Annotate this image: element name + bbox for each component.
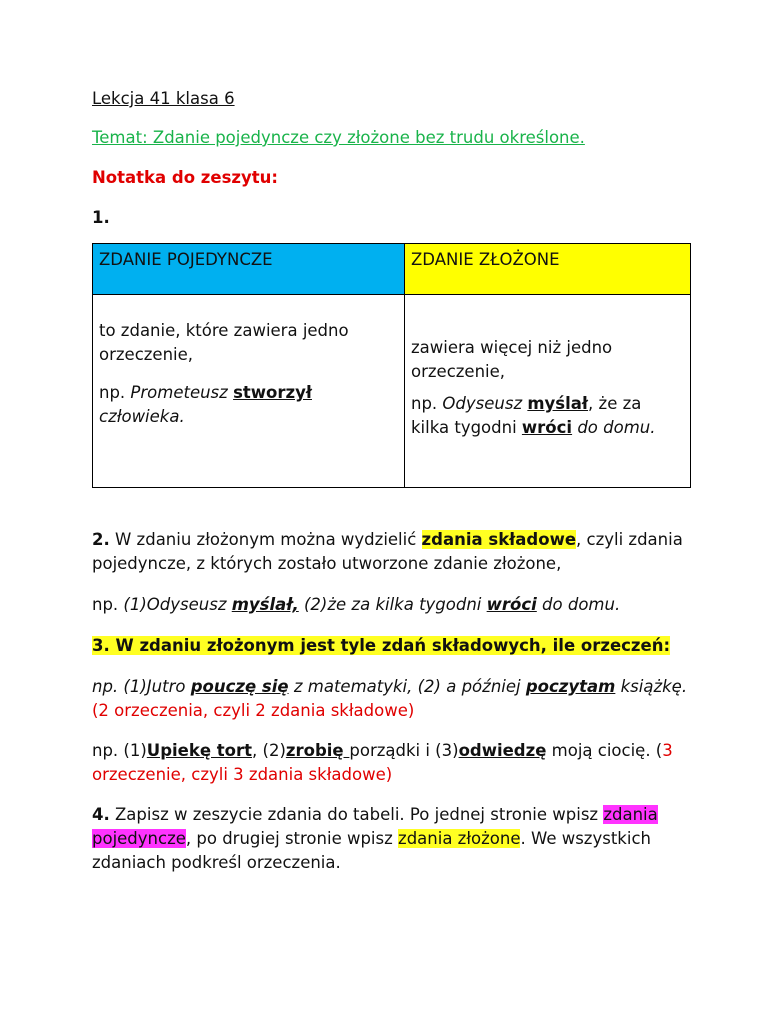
compound-example xyxy=(411,392,684,440)
section-1-number: 1. xyxy=(92,208,110,227)
example-prefix: np. xyxy=(99,383,131,402)
example-predicate-2: wróci xyxy=(521,418,573,437)
example-prefix: np. (1) xyxy=(92,741,147,760)
task-text-2: , po drugiej stronie wpisz xyxy=(185,829,399,848)
example-subject: Odyseusz xyxy=(442,394,528,413)
cell-compound-sentence xyxy=(405,295,691,488)
example-predicate-1: pouczę się xyxy=(190,677,289,696)
example-predicate-3: odwiedzę xyxy=(458,741,547,760)
section-3-highlight: 3. W zdaniu złożonym jest tyle zdań składowych, ile orzeczeń: xyxy=(92,636,671,655)
example-middle: , że za kilka tygodni xyxy=(411,394,642,437)
simple-example xyxy=(99,381,398,429)
example-prefix: np. xyxy=(92,595,124,614)
example-predicate-2: poczytam xyxy=(525,677,616,696)
example-end: książkę. xyxy=(615,677,688,696)
topic: Temat: Zdanie pojedyncze czy złożone bez trudu określone. xyxy=(92,128,585,147)
highlight-compound-sentences: zdania złożone xyxy=(398,829,521,848)
example-3 xyxy=(92,675,692,723)
highlight-component-clauses: zdania składowe xyxy=(421,530,577,549)
section-4-number: 4. xyxy=(92,805,110,824)
section-4-task xyxy=(92,803,692,875)
compound-definition: zawiera więcej niż jedno orzeczenie, xyxy=(411,338,613,381)
example-predicate-2: wróci xyxy=(486,595,537,614)
example-clause-2: z matematyki, (2) a później xyxy=(288,677,526,696)
example-predicate-1: Upiekę tort xyxy=(146,741,253,760)
section-3-rule xyxy=(92,634,692,658)
sentence-types-table xyxy=(92,243,691,488)
example-clause-1: np. (1)Jutro xyxy=(92,677,191,696)
example-predicate: stworzył xyxy=(233,383,312,402)
example-text-3: moją ciocię. ( xyxy=(546,741,663,760)
example-predicate-1: myślał xyxy=(527,394,589,413)
example-3-count-note: (2 orzeczenia, czyli 2 zdania składowe) xyxy=(92,701,415,720)
section-2-text-a: W zdaniu złożonym można wydzielić xyxy=(109,530,422,549)
cell-simple-sentence xyxy=(93,295,405,488)
example-predicate-1: myślał, xyxy=(231,595,299,614)
note-heading: Notatka do zeszytu: xyxy=(92,168,279,187)
task-text-3: . We wszystkich zdaniach podkreśl orzeczenia. xyxy=(92,829,651,872)
header-simple-label: ZDANIE POJEDYNCZE xyxy=(99,250,273,269)
header-simple-sentence xyxy=(93,244,405,295)
example-end: do domu. xyxy=(572,418,656,437)
section-2-text-b: , czyli zdania pojedyncze, z których zostało utworzone zdanie złożone, xyxy=(92,530,683,573)
example-end: do domu. xyxy=(536,595,621,614)
header-compound-label: ZDANIE ZŁOŻONE xyxy=(411,250,560,269)
lesson-title-text: Lekcja 41 klasa 6 xyxy=(92,89,235,108)
example-4-count-note: 3 orzeczenie, czyli 3 zdania składowe) xyxy=(92,741,673,784)
simple-definition: to zdanie, które zawiera jedno orzeczenie, xyxy=(99,321,349,364)
example-clause-1: (1)Odyseusz xyxy=(123,595,232,614)
example-2 xyxy=(92,593,692,617)
example-subject: Prometeusz xyxy=(130,383,234,402)
task-text-1: Zapisz w zeszycie zdania do tabeli. Po jednej stronie wpisz xyxy=(109,805,604,824)
section-2-paragraph xyxy=(92,528,692,576)
lesson-title xyxy=(92,87,692,111)
header-compound-sentence xyxy=(405,244,691,295)
example-text-2: porządki i (3) xyxy=(349,741,459,760)
example-object: człowieka. xyxy=(99,407,185,426)
example-clause-2: (2)że za kilka tygodni xyxy=(298,595,487,614)
section-2-number: 2. xyxy=(92,530,110,549)
example-4 xyxy=(92,739,692,787)
highlight-simple-sentences: zdania pojedyncze xyxy=(92,805,658,848)
example-prefix: np. xyxy=(411,394,443,413)
example-text-1: , (2) xyxy=(252,741,286,760)
example-predicate-2: zrobię xyxy=(285,741,350,760)
